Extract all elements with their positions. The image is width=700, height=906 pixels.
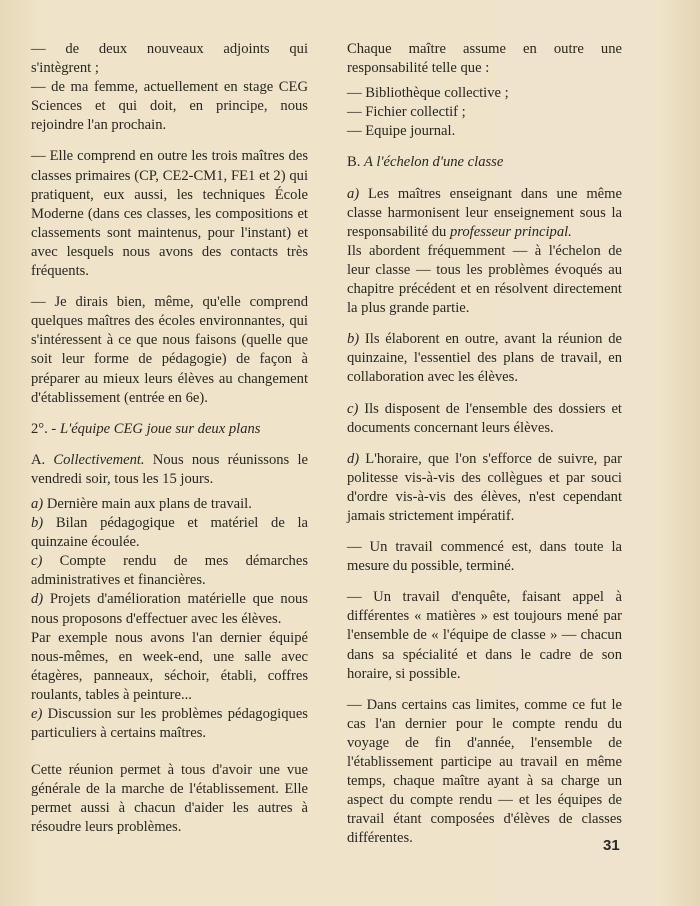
paragraph-limit-cases: — Dans certains cas limites, comme ce fut le cas l'an dernier pour le compte rendu du voyage de fin d'année, l'ensemble de l'établissement participe au travail en même temps, chaque maître ayant à sa charge un aspect du compte rendu — et les équipes de travail étant composées d'élèves de classes différentes.	[347, 696, 622, 847]
paragraph-primary-teachers: — Elle comprend en outre les trois maîtres des classes primaires (CP, CE2-CM1, FE1 et 2) qui pratiquent, eux aussi, les techniques École Moderne (dans ces classes, les compositions et classements sont maintenus, pour l'instant) et avec lesquels nous avons des contacts très fréquents.	[31, 148, 308, 280]
section-b-title: A l'échelon d'une classe	[364, 154, 504, 171]
paragraph-work-finished: — Un travail commencé est, dans toute la mesure du possible, terminé.	[347, 539, 622, 575]
paragraph-d	[347, 450, 622, 526]
right-column	[347, 40, 622, 860]
section-heading-b	[347, 153, 622, 172]
label-b: B.	[347, 154, 365, 171]
item-text: Discussion sur les problèmes pédagogiques particuliers à certains maîtres.	[31, 706, 308, 742]
item-label: c)	[31, 553, 43, 570]
heading-text: L'équipe CEG joue sur deux plans	[59, 420, 261, 437]
collectively-title: Collectivement.	[53, 451, 145, 468]
item-text: Projets d'amélioration matérielle que nous nous proposons d'effectuer avec les élèves.	[31, 591, 308, 627]
item-text: Dernière main aux plans de travail.	[43, 495, 252, 512]
item-italic: professeur principal.	[449, 223, 572, 240]
item-label: b)	[347, 331, 360, 348]
item-text: Ils disposent de l'ensemble des dossiers et documents concernant leurs élèves.	[347, 400, 622, 436]
item-text: Bilan pédagogique et matériel de la quinzaine écoulée.	[31, 515, 308, 551]
item-label: d)	[31, 591, 44, 608]
paragraph-new-adjoints	[31, 40, 308, 78]
list-item	[31, 495, 308, 514]
left-column	[31, 40, 308, 850]
collectively-text: Nous nous réunissons le vendredi soir, tous les 15 jours.	[31, 451, 308, 487]
item-label: b)	[31, 515, 44, 532]
label-a: A.	[31, 451, 54, 468]
page-number: 31	[603, 837, 620, 854]
item-label: c)	[347, 400, 359, 417]
item-text: Les maîtres enseignant dans une même classe harmonisent leur enseignement sous la responsabilité du	[347, 185, 622, 240]
list-item	[31, 552, 308, 590]
example-text: Par exemple nous avons l'an dernier équipé nous-mêmes, en week-end, une salle avec étagères, panneaux, séchoir, établi, coffres roulants, tables à peinture...	[31, 629, 308, 703]
text-line: s'intègrent ;	[31, 60, 99, 77]
paragraph-c	[347, 400, 622, 438]
item-label: d)	[347, 450, 360, 467]
item-text: Ils élaborent en outre, avant la réunion de quinzaine, l'essentiel des plans de travail, en collaboration avec les élèves.	[347, 331, 622, 386]
list-item: — Fichier collectif ;	[347, 104, 466, 121]
list-item	[31, 590, 308, 628]
list-item	[31, 514, 308, 552]
item-text: Compte rendu de mes démarches administratives et financières.	[31, 553, 308, 589]
section-heading-2	[31, 420, 308, 439]
item-label: a)	[347, 185, 360, 202]
paragraph-inquiry-work: — Un travail d'enquête, faisant appel à différentes « matières » est toujours mené par l'ensemble de « l'équipe de classe » — chacun dans sa spécialité et dans le cadre de son horaire, si possible.	[347, 589, 622, 682]
paragraph-meeting-benefits: Cette réunion permet à tous d'avoir une vue générale de la marche de l'établissement. Elle permet aussi à chacun d'aider les autres à résoudre leurs problèmes.	[31, 762, 308, 836]
paragraph-nearby-schools: — Je dirais bien, même, qu'elle comprend quelques maîtres des écoles environnantes, qui s'intéressent à ce que nous faisons (quelle que soit leur forme de pédagogie) de façon à préparer au mieux leurs élèves au changement d'établissement (entrée en 6e).	[31, 294, 308, 406]
text-line: — de deux nouveaux adjoints qui	[31, 41, 308, 57]
paragraph-a	[347, 185, 622, 242]
item-label: a)	[31, 495, 44, 512]
item-label: e)	[31, 706, 43, 722]
heading-number: 2°. -	[31, 420, 60, 437]
list-item: — Bibliothèque collective ;	[347, 85, 509, 102]
item-text: L'horaire, que l'on s'efforce de suivre, par politesse vis-à-vis des collègues et par souci d'ordre vis-à-vis des élèves, n'est cependant jamais strictement impératif.	[347, 450, 622, 524]
paragraph-b	[347, 330, 622, 387]
list-item	[31, 705, 308, 743]
list-item: — Equipe journal.	[347, 123, 456, 140]
paragraph-a-continued: Ils abordent fréquemment — à l'échelon de leur classe — tous les problèmes évoqués au chapitre précédent et en résolvent directement la plus grande partie.	[347, 242, 622, 317]
paragraph-collectively	[31, 451, 308, 489]
paragraph-wife: — de ma femme, actuellement en stage CEG Sciences et qui doit, en principe, nous rejoindre l'an prochain.	[31, 79, 308, 134]
paragraph-responsibility: Chaque maître assume en outre une responsabilité telle que :	[347, 41, 622, 77]
